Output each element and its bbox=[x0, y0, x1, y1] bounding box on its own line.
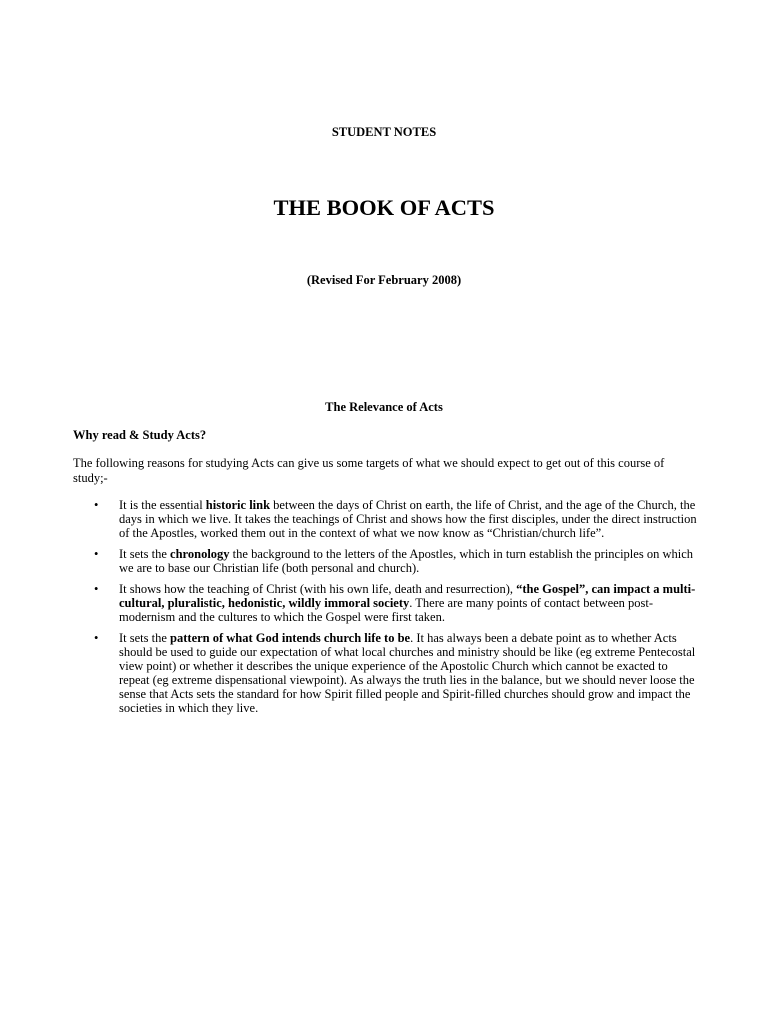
bullet-emphasis: pattern of what God intends church life to be bbox=[170, 631, 411, 645]
list-item bbox=[73, 582, 698, 624]
section-heading: The Relevance of Acts bbox=[325, 400, 443, 414]
intro-paragraph: The following reasons for studying Acts can give us some targets of what we should expect to get out of this course of study;- bbox=[73, 456, 665, 485]
revision-note: (Revised For February 2008) bbox=[306, 273, 462, 287]
document-label: STUDENT NOTES bbox=[331, 125, 437, 139]
reasons-list bbox=[73, 498, 698, 722]
bullet-text: It is the essential bbox=[119, 498, 206, 512]
bullet-text: between the days of Christ on earth, the life of Christ, and the age of the Church, the days in which we live. It takes the teachings of Christ and shows how the first disciples, under the direct instruction of the Apostles, worked them out in the context of what we now know as “Christian/church life”. bbox=[119, 498, 697, 540]
bullet-text: . There are many points of contact between post-modernism and the cultures to which the Gospel were first taken. bbox=[119, 596, 654, 624]
bullet-text: the background to the letters of the Apostles, which in turn establish the principles on which we are to base our Christian life (both personal and church). bbox=[119, 547, 693, 575]
bullet-emphasis: historic link bbox=[205, 498, 271, 512]
bullet-icon: • bbox=[94, 631, 99, 645]
list-item bbox=[73, 547, 698, 575]
list-item bbox=[73, 498, 698, 540]
bullet-text: . It has always been a debate point as to whether Acts should be used to guide our expectation of what local churches and ministry should be like (eg extreme Pentecostal view point) or whether it describes the unique experience of the Apostolic Church which cannot be exacted to repeat (eg extreme dispensational viewpoint). As always the truth lies in the balance, but we should never loose the sense that Acts sets the standard for how Spirit filled people and Spirit-filled churches should grow and impact the societies in which they live. bbox=[119, 631, 696, 715]
bullet-emphasis: “the Gospel”, can impact a multi-cultural, pluralistic, hedonistic, wildly immoral society bbox=[119, 582, 696, 610]
bullet-text: It sets the bbox=[119, 631, 171, 645]
bullet-text: It sets the bbox=[119, 547, 171, 561]
list-item bbox=[73, 631, 698, 715]
bullet-icon: • bbox=[94, 547, 99, 561]
document-title: THE BOOK OF ACTS bbox=[273, 195, 495, 220]
section-subheading: Why read & Study Acts? bbox=[73, 428, 207, 442]
bullet-emphasis: chronology bbox=[170, 547, 230, 561]
bullet-icon: • bbox=[94, 582, 99, 596]
bullet-icon: • bbox=[94, 498, 99, 512]
bullet-text: It shows how the teaching of Christ (with his own life, death and resurrection), bbox=[119, 582, 517, 596]
